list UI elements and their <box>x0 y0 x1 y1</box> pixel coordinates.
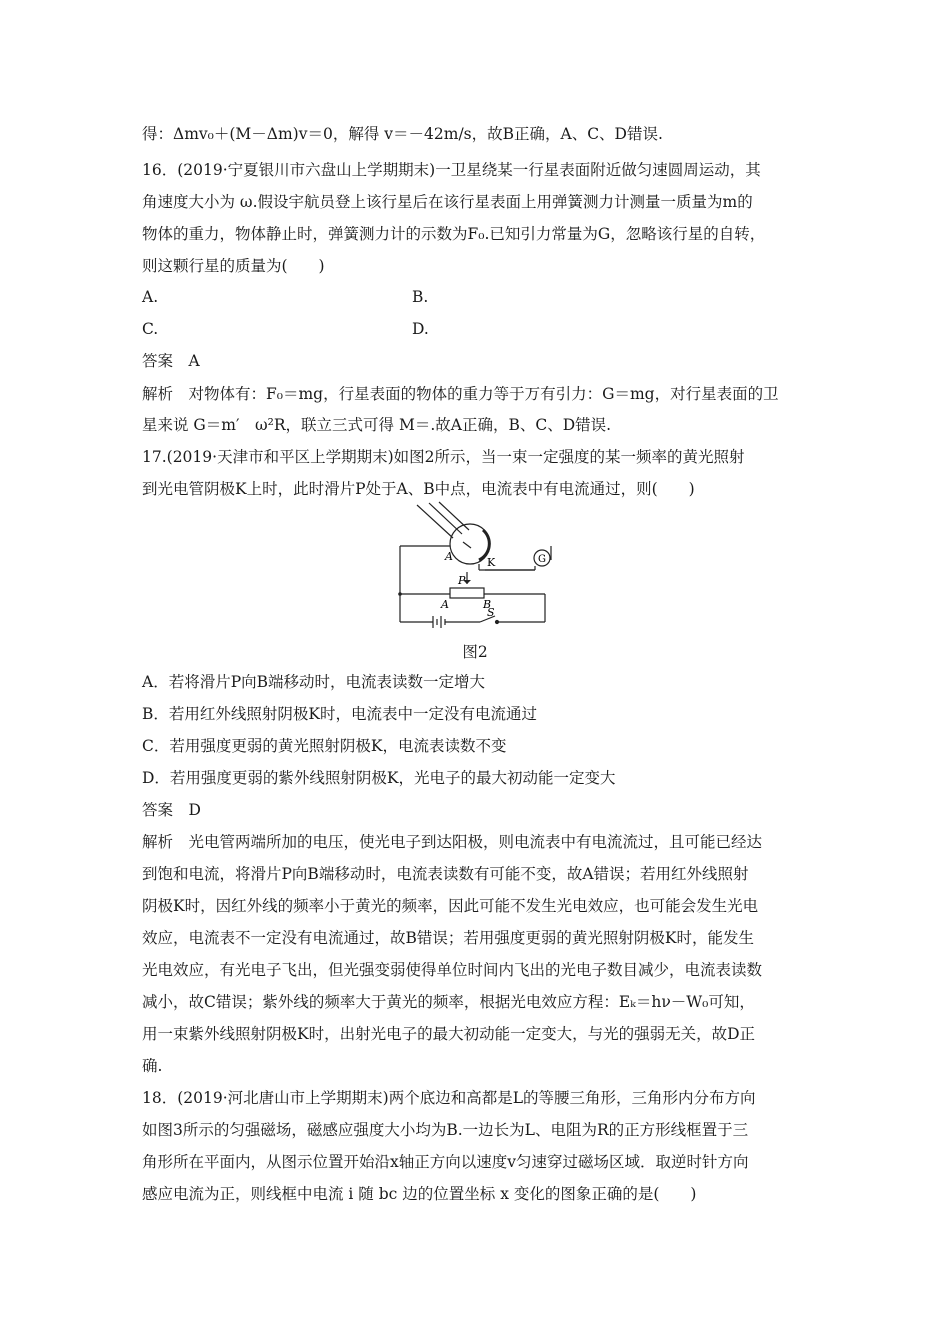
analysis-line: 解析 光电管两端所加的电压，使光电子到达阳极，则电流表中有电流流过，且可能已经达 <box>142 833 763 851</box>
question-16-line: 16．(2019·宁夏银川市六盘山上学期期末)一卫星绕某一行星表面附近做匀速圆周运动，其 <box>142 161 761 179</box>
text-line: 减小，故C错误；紫外线的频率大于黄光的频率，根据光电效应方程：Eₖ＝hν－W₀可知， <box>142 993 755 1011</box>
text-line: 星来说 G＝m′ ω²R，联立三式可得 M＝.故A正确，B、C、D错误. <box>142 416 612 434</box>
text-line: 用一束紫外线照射阴极K时，出射光电子的最大初动能一定变大，与光的强弱无关，故D正 <box>142 1025 756 1043</box>
circuit-diagram <box>395 500 555 635</box>
option-a: A．若将滑片P向B端移动时，电流表读数一定增大 <box>142 673 486 691</box>
label-k: K <box>487 556 496 569</box>
option-c: C．若用强度更弱的黄光照射阴极K，电流表读数不变 <box>142 737 507 755</box>
option-b: B．若用红外线照射阴极K时，电流表中一定没有电流通过 <box>142 705 537 723</box>
text-line: 则这颗行星的质量为( ) <box>142 257 325 275</box>
anode-a <box>463 542 471 548</box>
text-line: 物体的重力，物体静止时，弹簧测力计的示数为F₀.已知引力常量为G，忽略该行星的自转， <box>142 225 766 243</box>
text-line: 阴极K时，因红外线的频率小于黄光的频率，因此可能不发生光电效应，也可能会发生光电 <box>142 897 759 915</box>
answer-line: 答案 A <box>142 352 200 370</box>
answer-line: 答案 D <box>142 801 201 819</box>
analysis-line: 解析 对物体有：F₀＝mg，行星表面的物体的重力等于万有引力：G＝mg，对行星表面的卫 <box>142 385 779 403</box>
label-b: B <box>483 598 492 611</box>
figure-caption: 图2 <box>462 643 488 661</box>
text-line: 得：Δmv₀＋(M－Δm)v＝0，解得 v＝－42m/s，故B正确，A、C、D错误. <box>142 125 663 143</box>
label-a2: A <box>441 598 449 611</box>
label-p: P <box>458 574 466 587</box>
text-line: 如图3所示的匀强磁场，磁感应强度大小均为B.一边长为L、电阻为R的正方形线框置于三 <box>142 1121 749 1139</box>
text-line: 到光电管阴极K上时，此时滑片P处于A、B中点，电流表中有电流通过，则( ) <box>142 480 695 498</box>
text-line: 感应电流为正，则线框中电流 i 随 bc 边的位置坐标 x 变化的图象正确的是( ) <box>142 1185 697 1203</box>
rheostat <box>450 588 484 598</box>
question-17-line: 17.(2019·天津市和平区上学期期末)如图2所示，当一束一定强度的某一频率的黄光照射 <box>142 448 745 466</box>
photoelectric-circuit-figure <box>395 500 555 635</box>
option-d: D. <box>412 320 429 338</box>
option-a: A. <box>142 288 159 306</box>
text-line: 光电效应，有光电子飞出，但光强变弱使得单位时间内飞出的光电子数目减少，电流表读数 <box>142 961 763 979</box>
question-18-line: 18．(2019·河北唐山市上学期期末)两个底边和高都是L的等腰三角形，三角形内分布方向 <box>142 1089 756 1107</box>
label-g: G <box>538 554 546 565</box>
text-line: 角速度大小为 ω.假设宇航员登上该行星后在该行星表面上用弹簧测力计测量一质量为m的 <box>142 193 753 211</box>
text-line: 确. <box>142 1057 163 1075</box>
label-s: S <box>487 606 495 619</box>
option-d: D．若用强度更弱的紫外线照射阴极K，光电子的最大初动能一定变大 <box>142 769 616 787</box>
option-c: C. <box>142 320 159 338</box>
text-line: 角形所在平面内，从图示位置开始沿x轴正方向以速度v匀速穿过磁场区域．取逆时针方向 <box>142 1153 749 1171</box>
option-b: B. <box>412 288 429 306</box>
label-a: A <box>445 550 453 563</box>
text-line: 效应，电流表不一定没有电流通过，故B错误；若用强度更弱的黄光照射阴极K时，能发生 <box>142 929 754 947</box>
text-line: 到饱和电流，将滑片P向B端移动时，电流表读数有可能不变，故A错误；若用红外线照射 <box>142 865 749 883</box>
